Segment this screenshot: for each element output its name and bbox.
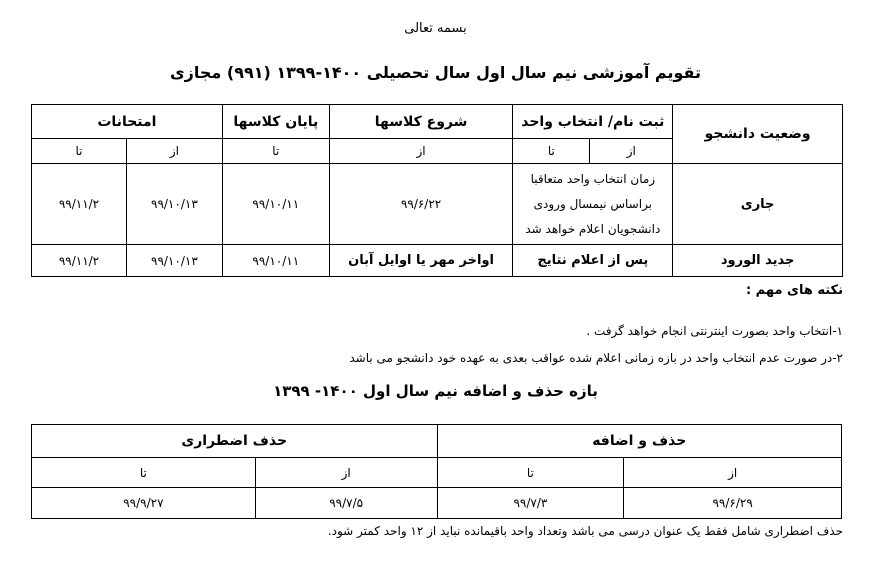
class-start-new-entry: اواخر مهر یا اوایل آبان — [329, 245, 513, 277]
page-title: تقویم آموزشی نیم سال اول سال تحصیلی ۱۴۰۰-۱۳۹۹ (۹۹۱) مجازی — [169, 63, 701, 82]
subheader-exams-to: تا — [32, 139, 127, 164]
header-emergency-drop: حذف اضطراری — [32, 425, 438, 458]
header-row — [32, 105, 843, 139]
note-item: ۱-انتخاب واحد بصورت اینترنتی انجام خواهد گرفت . — [586, 324, 843, 338]
notes-title: نکته های مهم : — [745, 283, 843, 298]
class-end-date: ۹۹/۱۰/۱۱ — [222, 245, 329, 277]
table-row — [32, 488, 842, 519]
subheader-class-start-from: از — [329, 139, 513, 164]
header-add-drop: حذف و اضافه — [437, 425, 841, 458]
exam-to-date: ۹۹/۱۱/۲ — [32, 245, 127, 277]
table-row — [32, 164, 843, 245]
header-exams: امتحانات — [32, 105, 223, 139]
add-drop-from-date: ۹۹/۶/۲۹ — [624, 488, 842, 519]
status-new-entry: جدید الورود — [673, 245, 843, 277]
subheader-add-drop-from: از — [624, 458, 842, 488]
header-class-start: شروع کلاسها — [329, 105, 513, 139]
status-current: جاری — [673, 164, 843, 245]
registration-note-line: زمان انتخاب واحد متعاقبا — [530, 171, 656, 186]
add-drop-title: بازه حذف و اضافه نیم سال اول ۱۴۰۰- ۱۳۹۹ — [273, 382, 598, 400]
subheader-registration-to: تا — [513, 139, 590, 164]
header-registration: ثبت نام/ انتخاب واحد — [513, 105, 673, 139]
class-start-date: ۹۹/۶/۲۲ — [329, 164, 513, 245]
subheader-registration-from: از — [590, 139, 673, 164]
registration-after-results: پس از اعلام نتایج — [513, 245, 673, 277]
academic-calendar-table — [31, 104, 843, 277]
emergency-from-date: ۹۹/۷/۵ — [255, 488, 437, 519]
table-row — [32, 245, 843, 277]
exam-from-date: ۹۹/۱۰/۱۳ — [126, 245, 222, 277]
exam-to-date: ۹۹/۱۱/۲ — [32, 164, 127, 245]
emergency-to-date: ۹۹/۹/۲۷ — [32, 488, 256, 519]
add-drop-to-date: ۹۹/۷/۳ — [437, 488, 624, 519]
subheader-emergency-to: تا — [32, 458, 256, 488]
exam-from-date: ۹۹/۱۰/۱۳ — [126, 164, 222, 245]
subheader-emergency-from: از — [255, 458, 437, 488]
registration-note-cell — [513, 164, 673, 245]
emergency-drop-footnote: حذف اضطراری شامل فقط یک عنوان درسی می باشد وتعداد واحد باقیمانده نباید از ۱۲ واحد کمتر شود. — [327, 524, 843, 538]
subheader-class-end-to: تا — [222, 139, 329, 164]
subheader-row — [32, 458, 842, 488]
header-student-status: وضعیت دانشجو — [673, 105, 843, 164]
subheader-exams-from: از — [126, 139, 222, 164]
header-row — [32, 425, 842, 458]
add-drop-table — [31, 424, 842, 519]
registration-note-line: دانشجویان اعلام خواهد شد — [525, 221, 661, 236]
note-item: ۲-در صورت عدم انتخاب واحد در بازه زمانی اعلام شده عواقب بعدی به عهده خود دانشجو می باشد — [349, 351, 843, 365]
subheader-add-drop-to: تا — [437, 458, 624, 488]
registration-note-line: براساس نیمسال ورودی — [533, 196, 653, 211]
class-end-date: ۹۹/۱۰/۱۱ — [222, 164, 329, 245]
header-class-end: پایان کلاسها — [222, 105, 329, 139]
bismillah-header: بسمه تعالی — [404, 21, 467, 36]
